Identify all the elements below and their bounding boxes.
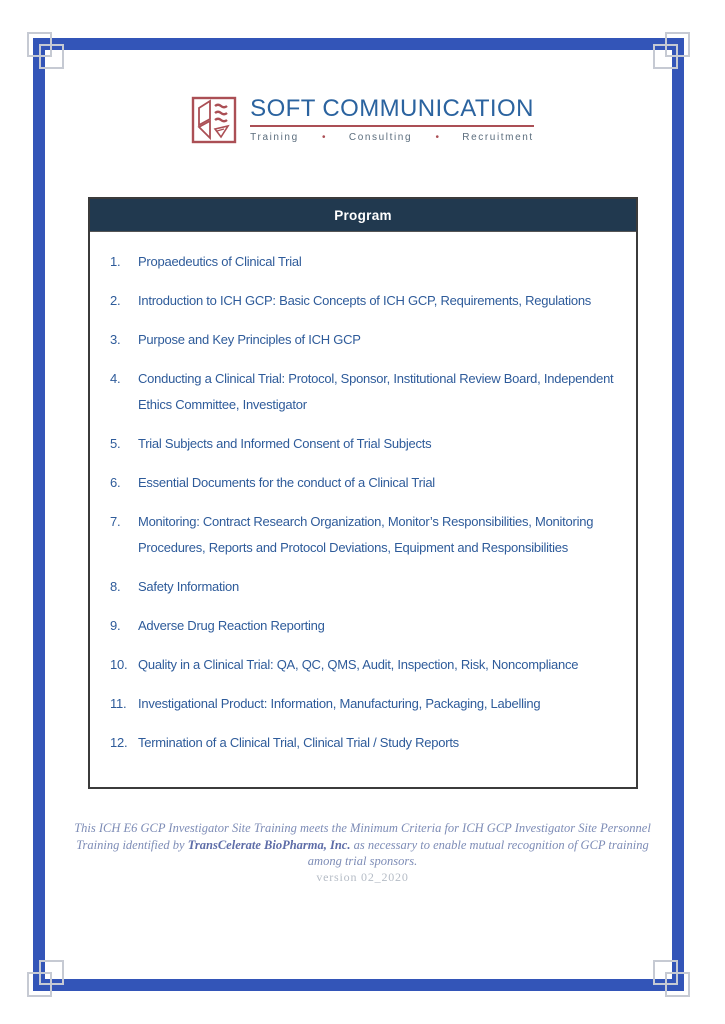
tagline-bullet: • — [435, 131, 439, 143]
corner-ornament — [39, 44, 64, 69]
company-logo — [0, 95, 725, 150]
program-list-item — [110, 613, 632, 639]
item-number: 8. — [110, 579, 121, 594]
program-list-item — [110, 249, 632, 275]
item-number: 11. — [110, 696, 127, 711]
item-text: Quality in a Clinical Trial: QA, QC, QMS, Audit, Inspection, Risk, Noncompliance — [138, 657, 579, 672]
item-text: Introduction to ICH GCP: Basic Concepts of ICH GCP, Requirements, Regulations — [138, 293, 592, 308]
item-text: Essential Documents for the conduct of a Clinical Trial — [138, 475, 435, 490]
program-list-item — [110, 366, 632, 418]
item-text: Conducting a Clinical Trial: Protocol, Sponsor, Institutional Review Board, Independent Ethics Committee, Investigator — [138, 371, 614, 412]
tagline-word: Consulting — [348, 131, 413, 143]
program-list-item — [110, 470, 632, 496]
item-text: Monitoring: Contract Research Organization, Monitor’s Responsibilities, Monitoring Procedures, Reports and Protocol Deviations, Equipment and Responsibilities — [138, 514, 594, 555]
company-logo-text — [250, 95, 534, 143]
item-number: 7. — [110, 514, 121, 529]
footer-text-after: as necessary to enable mutual recognition of GCP training among trial sponsors. — [307, 837, 649, 868]
program-list-item — [110, 691, 632, 717]
program-header: Program — [90, 199, 636, 232]
program-list-item — [110, 431, 632, 457]
program-list-item — [110, 509, 632, 561]
version-label: version 02_2020 — [316, 870, 409, 884]
item-text: Trial Subjects and Informed Consent of Trial Subjects — [138, 436, 432, 451]
program-list — [90, 232, 636, 756]
program-list-item — [110, 730, 632, 756]
item-number: 5. — [110, 436, 121, 451]
item-number: 3. — [110, 332, 121, 347]
company-logo-icon — [191, 95, 237, 150]
logo-red-rule — [250, 125, 534, 127]
item-text: Investigational Product: Information, Manufacturing, Packaging, Labelling — [138, 696, 541, 711]
item-number: 10. — [110, 657, 128, 672]
corner-ornament — [653, 44, 678, 69]
item-number: 1. — [110, 254, 121, 269]
item-text: Adverse Drug Reaction Reporting — [138, 618, 325, 633]
item-text: Purpose and Key Principles of ICH GCP — [138, 332, 361, 347]
item-number: 6. — [110, 475, 121, 490]
program-box — [88, 197, 638, 789]
item-text: Termination of a Clinical Trial, Clinical Trial / Study Reports — [138, 735, 459, 750]
program-list-item — [110, 288, 632, 314]
item-number: 2. — [110, 293, 121, 308]
tagline-word: Training — [250, 131, 299, 143]
footer-company-bold: TransCelerate BioPharma, Inc. — [187, 837, 351, 852]
corner-ornament — [39, 960, 64, 985]
item-text: Safety Information — [138, 579, 239, 594]
footer-note — [62, 820, 663, 870]
item-number: 4. — [110, 371, 121, 386]
corner-ornament — [653, 960, 678, 985]
item-number: 9. — [110, 618, 121, 633]
company-tagline — [250, 132, 534, 143]
program-list-item — [110, 327, 632, 353]
tagline-word: Recruitment — [462, 131, 534, 143]
item-number: 12. — [110, 735, 128, 750]
program-list-item — [110, 652, 632, 678]
program-list-item — [110, 574, 632, 600]
tagline-bullet: • — [322, 131, 326, 143]
item-text: Propaedeutics of Clinical Trial — [138, 254, 302, 269]
company-name: SOFT COMMUNICATION — [250, 95, 534, 122]
footer-text-before: This ICH E6 GCP Investigator Site Training meets the Minimum Criteria for ICH GCP Investigator Site Personnel Training identified by — [74, 821, 651, 852]
